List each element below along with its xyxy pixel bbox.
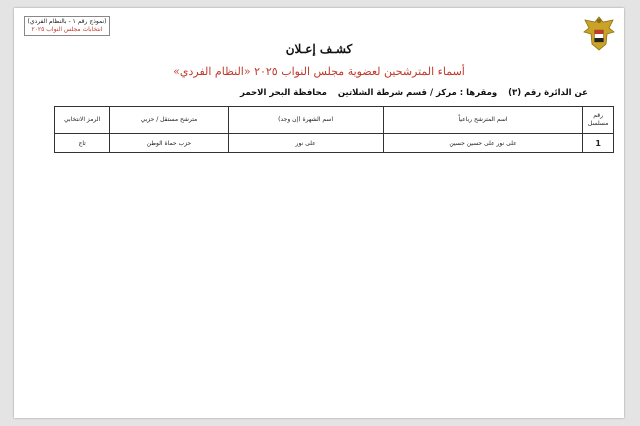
election-label: انتخابات مجلس النواب ٢٠٢٥ <box>31 26 103 33</box>
form-number-box <box>24 16 110 36</box>
cell-name: على نور على حسين حسين <box>383 134 583 153</box>
district-governorate: محافظة البحر الاحمر <box>240 88 327 98</box>
cell-party: حزب حماة الوطن <box>110 134 228 153</box>
table-row <box>55 134 614 153</box>
header-fame: اسم الشهرة (إن وجد) <box>228 107 383 134</box>
cell-symbol: تاج <box>55 134 110 153</box>
form-label: (نموذج رقم ١ - بالنظام الفردي) <box>27 18 107 25</box>
cell-fame: على نور <box>228 134 383 153</box>
header-party: مترشح مستقل / حزبي <box>110 107 228 134</box>
candidates-table <box>54 106 614 153</box>
district-number: عن الدائرة رقم (٣) <box>508 88 588 98</box>
table-header-row <box>55 107 614 134</box>
district-info <box>232 88 588 98</box>
header-name: اسم المترشح رباعياً <box>383 107 583 134</box>
page-subtitle: أسماء المترشحين لعضوية مجلس النواب ٢٠٢٥ «النظام الفردي» <box>173 65 465 78</box>
header-number: رقم مسلسل <box>583 107 614 134</box>
district-seat: ومقرها : مركز / قسم شرطة الشلاتين <box>337 88 498 98</box>
page-title: كشـف إعـلان <box>285 42 353 56</box>
document-page <box>14 8 624 418</box>
header-symbol: الرمز الانتخابي <box>55 107 110 134</box>
cell-number: 1 <box>583 134 614 153</box>
